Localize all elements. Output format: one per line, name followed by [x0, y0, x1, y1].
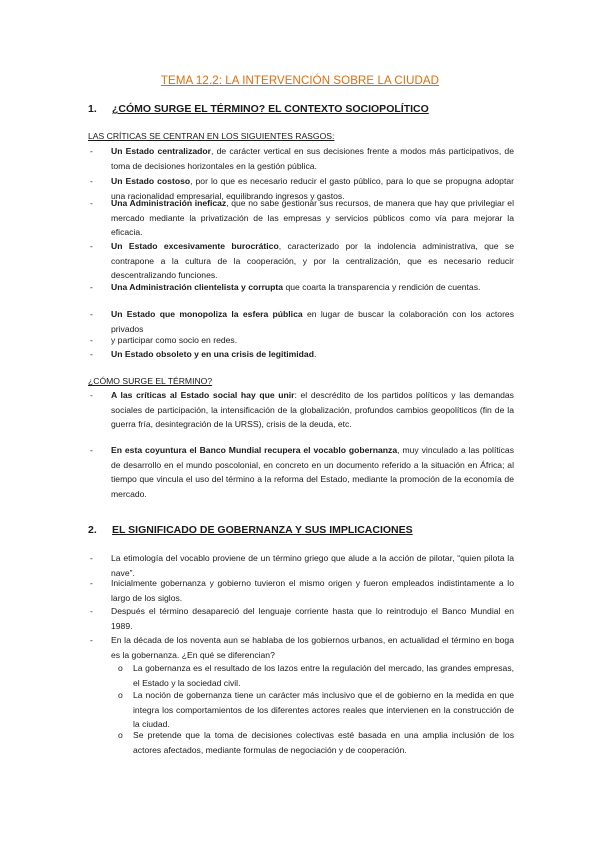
list-item — [88, 196, 514, 240]
item-text: que coarta la transparencia y rendición de cuentas. — [283, 282, 481, 292]
item-text: en lugar de buscar la colaboración con los actores privados — [111, 309, 515, 334]
list-item — [88, 239, 514, 283]
item-bold-text: Un Estado centralizador — [111, 146, 211, 156]
item-bold-text: Una Administración ineficaz — [111, 198, 227, 208]
item-text: : el descrédito de los partidos políticos y las demandas sociales de participación, la intensificación de la globalización, profundos cambios geopolíticos (fin de la guerra fría, desintegración de la URSS), crisis de la deuda, etc. — [111, 390, 514, 430]
item-bold-text: Un Estado obsoleto y en una crisis de legitimidad — [111, 349, 314, 359]
list-dash: - — [90, 282, 93, 292]
list-dash: - — [90, 309, 93, 319]
list-dash: - — [90, 390, 93, 400]
list-item — [88, 307, 514, 336]
item-text: . — [313, 349, 317, 359]
sub-list-item — [110, 688, 514, 732]
list-item — [88, 388, 514, 432]
list-dash: - — [90, 635, 93, 645]
item-bold-text: Un Estado costoso — [111, 176, 191, 186]
list-dash: - — [90, 198, 93, 208]
item-text: , que no sabe gestionar sus recursos, de manera que hay que privilegiar el mercado mediante la privatización de las empresas y servicios públicos como vía para mejorar la eficacia. — [111, 198, 514, 238]
item-bold-text: Un Estado que monopoliza la esfera pública — [111, 309, 303, 319]
item-bold-text: En esta coyuntura el Banco Mundial recupera el vocablo gobernanza — [111, 445, 398, 455]
item-text: , por lo que es necesario reducir el gasto público, para lo que se propugna adoptar una racionalidad empresarial, equilibrando ingresos y gastos. — [111, 176, 514, 201]
criticas-subheading: LAS CRÍTICAS SE CENTRAN EN LOS SIGUIENTES RASGOS: — [88, 131, 335, 141]
list-dash: - — [90, 335, 93, 345]
item-text: Después el término desapareció del lenguaje corriente hasta que lo reintrodujo el Banco Mundial en 1989. — [111, 606, 514, 631]
list-dash: - — [90, 553, 93, 563]
bullet-circle: o — [118, 730, 123, 740]
section-2-title: EL SIGNIFICADO DE GOBERNANZA Y SUS IMPLICACIONES — [112, 524, 413, 536]
list-dash: - — [90, 606, 93, 616]
sub-list-item — [110, 728, 514, 757]
sub-item-text: La gobernanza es el resultado de los lazos entre la regulación del mercado, las grandes empresas, el Estado y la sociedad civil. — [133, 663, 514, 688]
item-text: , caracterizado por la indolencia administrativa, que se contrapone a la cultura de la cooperación, y por la centralización, que es necesario reducir descentralizando funciones. — [111, 241, 514, 281]
list-item — [88, 604, 514, 633]
item-bold-text: A las críticas al Estado social hay que unir — [111, 390, 295, 400]
list-item — [88, 333, 514, 348]
list-item — [88, 443, 514, 501]
list-item — [88, 347, 514, 362]
list-dash: - — [90, 445, 93, 455]
bullet-circle: o — [118, 663, 123, 673]
list-dash: - — [90, 578, 93, 588]
sub-item-text: Se pretende que la toma de decisiones colectivas esté basada en una amplia inclusión de los actores afectados, mediante formulas de negociación y de cooperación. — [133, 730, 514, 755]
section-1-heading — [88, 103, 429, 115]
list-dash: - — [90, 146, 93, 156]
section-1-number: 1. — [88, 103, 97, 115]
item-text: , de carácter vertical en sus decisiones frente a modos más participativos, de toma de decisiones horizontales en la gestión pública. — [111, 146, 514, 171]
item-text: En la década de los noventa aun se hablaba de los gobiernos urbanos, en actualidad el término en boga es la gobernanza. ¿En qué se diferencian? — [111, 635, 514, 660]
list-dash: - — [90, 241, 93, 251]
list-item — [88, 144, 514, 173]
item-bold-text: Un Estado excesivamente burocrático — [111, 241, 279, 251]
item-text: y participar como socio en redes. — [111, 335, 238, 345]
section-1-title: ¿CÓMO SURGE EL TÉRMINO? EL CONTEXTO SOCIOPOLÍTICO — [112, 103, 429, 115]
list-item — [88, 280, 514, 295]
surge-subheading: ¿CÓMO SURGE EL TÉRMINO? — [88, 376, 213, 386]
list-item — [88, 576, 514, 605]
item-bold-text: Una Administración clientelista y corrupta — [111, 282, 284, 292]
list-dash: - — [90, 176, 93, 186]
list-item — [88, 633, 514, 662]
item-text: , muy vinculado a las políticas de desarrollo en el mundo poscolonial, en concreto en un documento referido a la situación en África; al tiempo que vincula el uso del término a la reforma del Estado, mediante la promoción de la economía de mercado. — [111, 445, 514, 499]
item-text: Inicialmente gobernanza y gobierno tuvieron el mismo origen y fueron empleados indistintamente a lo largo de los siglos. — [111, 578, 514, 603]
section-2-number: 2. — [88, 524, 97, 536]
bullet-circle: o — [118, 690, 123, 700]
item-text: La etimología del vocablo proviene de un término griego que alude a la acción de pilotar, “quien pilota la nave”. — [111, 553, 514, 578]
document-title: TEMA 12.2: LA INTERVENCIÓN SOBRE LA CIUDAD — [160, 75, 440, 87]
list-dash: - — [90, 349, 93, 359]
sub-list-item — [110, 661, 514, 690]
sub-item-text: La noción de gobernanza tiene un carácter más inclusivo que el de gobierno en la medida en que integra los comportamientos de los diferentes actores reales que intervienen en la construcción de la ciudad. — [133, 690, 514, 730]
section-2-heading — [88, 524, 413, 536]
